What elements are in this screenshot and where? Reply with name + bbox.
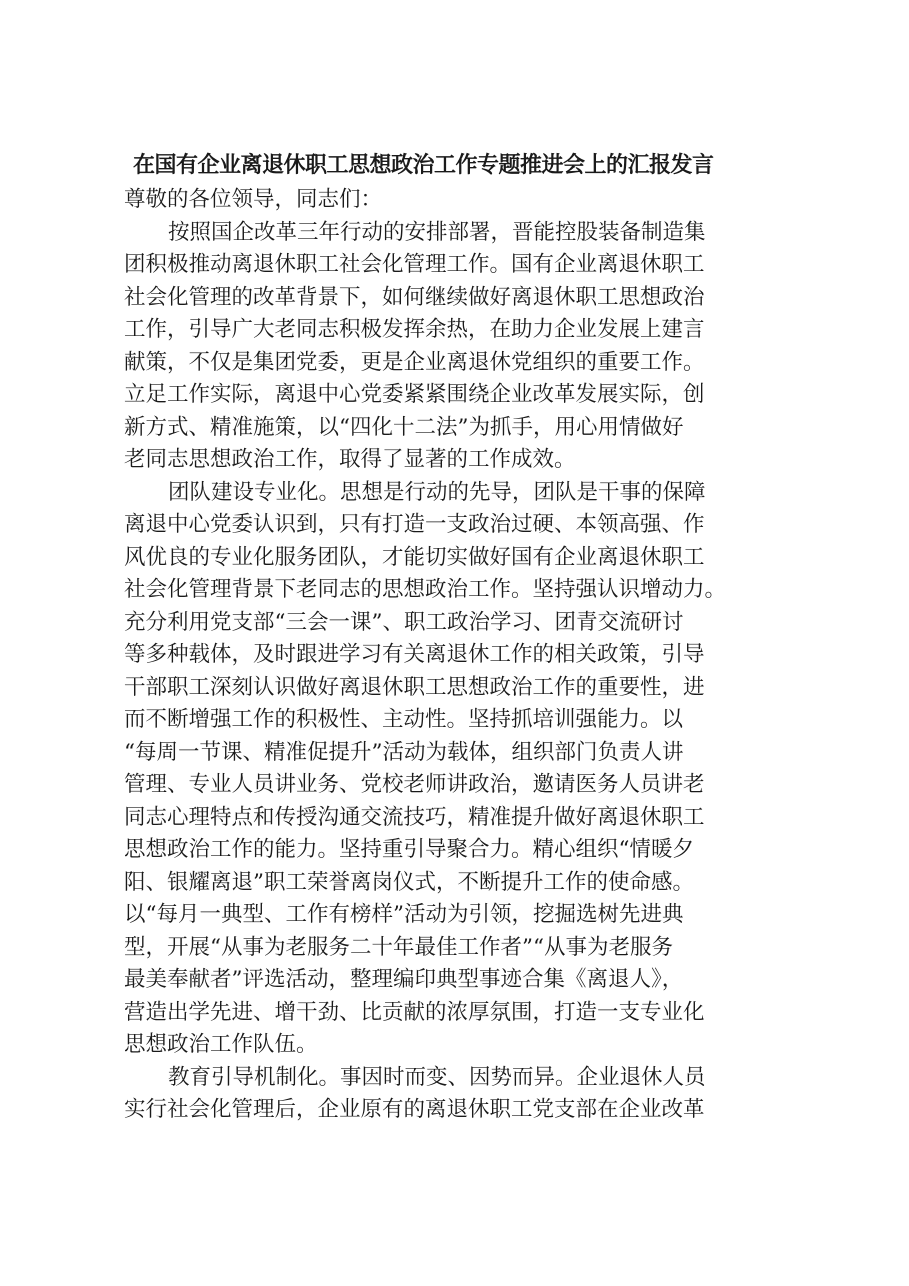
text-line: 实行社会化管理后，企业原有的离退休职工党支部在企业改革 xyxy=(124,1097,705,1122)
text-line: 离退中心党委认识到，只有打造一支政治过硬、本领高强、作 xyxy=(124,512,705,537)
text-line: 社会化管理背景下老同志的思想政治工作。坚持强认识增动力。 xyxy=(124,577,727,602)
document-title: 在国有企业离退休职工思想政治工作专题推进会上的汇报发言 xyxy=(133,153,714,178)
text-line: 干部职工深刻认识做好离退休职工思想政治工作的重要性，进 xyxy=(124,674,705,700)
text-line: 献策，不仅是集团党委，更是企业离退休党组织的重要工作。 xyxy=(124,349,705,375)
text-line: 思想政治工作队伍。 xyxy=(124,1032,318,1057)
text-line: 阳、银耀离退”职工荣誉离岗仪式，不断提升工作的使命感。 xyxy=(124,869,694,895)
text-line: 工作，引导广大老同志积极发挥余热，在助力企业发展上建言 xyxy=(124,317,705,342)
text-line: 新方式、精准施策，以“四化十二法”为抓手，用心用情做好 xyxy=(124,414,684,440)
text-line: 型，开展“从事为老服务二十年最佳工作者”“从事为老服务 xyxy=(124,934,673,960)
text-line: 社会化管理的改革背景下，如何继续做好离退休职工思想政治 xyxy=(124,284,705,310)
text-line: 团积极推动离退休职工社会化管理工作。国有企业离退休职工 xyxy=(124,252,705,277)
text-line: 而不断增强工作的积极性、主动性。坚持抓培训强能力。以 xyxy=(124,707,684,732)
text-line: 思想政治工作的能力。坚持重引导聚合力。精心组织“情暖夕 xyxy=(124,837,694,862)
text-line: 等多种载体，及时跟进学习有关离退休工作的相关政策，引导 xyxy=(124,642,705,667)
text-line: 教育引导机制化。事因时而变、因势而异。企业退休人员 xyxy=(168,1064,706,1090)
text-line: 老同志思想政治工作，取得了显著的工作成效。 xyxy=(124,447,576,472)
text-line: 以“每月一典型、工作有榜样”活动为引领，挖掘选树先进典 xyxy=(124,902,684,927)
text-line: 最美奉献者”评选活动，整理编印典型事迹合集《离退人》， xyxy=(124,967,684,992)
text-line: 立足工作实际，离退中心党委紧紧围绕企业改革发展实际，创 xyxy=(124,382,705,407)
text-line: 管理、专业人员讲业务、党校老师讲政治，邀请医务人员讲老 xyxy=(124,772,705,797)
text-line: 按照国企改革三年行动的安排部署，晋能控股装备制造集 xyxy=(168,219,706,245)
text-line: 风优良的专业化服务团队，才能切实做好国有企业离退休职工 xyxy=(124,544,705,570)
salutation-line: 尊敬的各位领导，同志们： xyxy=(124,187,383,212)
text-line: 充分利用党支部“三会一课”、职工政治学习、团青交流研讨 xyxy=(124,609,684,635)
text-line: “每周一节课、精准促提升”活动为载体，组织部门负责人讲 xyxy=(124,739,684,765)
text-line: 同志心理特点和传授沟通交流技巧，精准提升做好离退休职工 xyxy=(124,804,705,830)
text-line: 团队建设专业化。思想是行动的先导，团队是干事的保障 xyxy=(168,479,706,505)
document-body xyxy=(124,184,804,1127)
text-line: 营造出学先进、增干劲、比贡献的浓厚氛围，打造一支专业化 xyxy=(124,999,705,1025)
